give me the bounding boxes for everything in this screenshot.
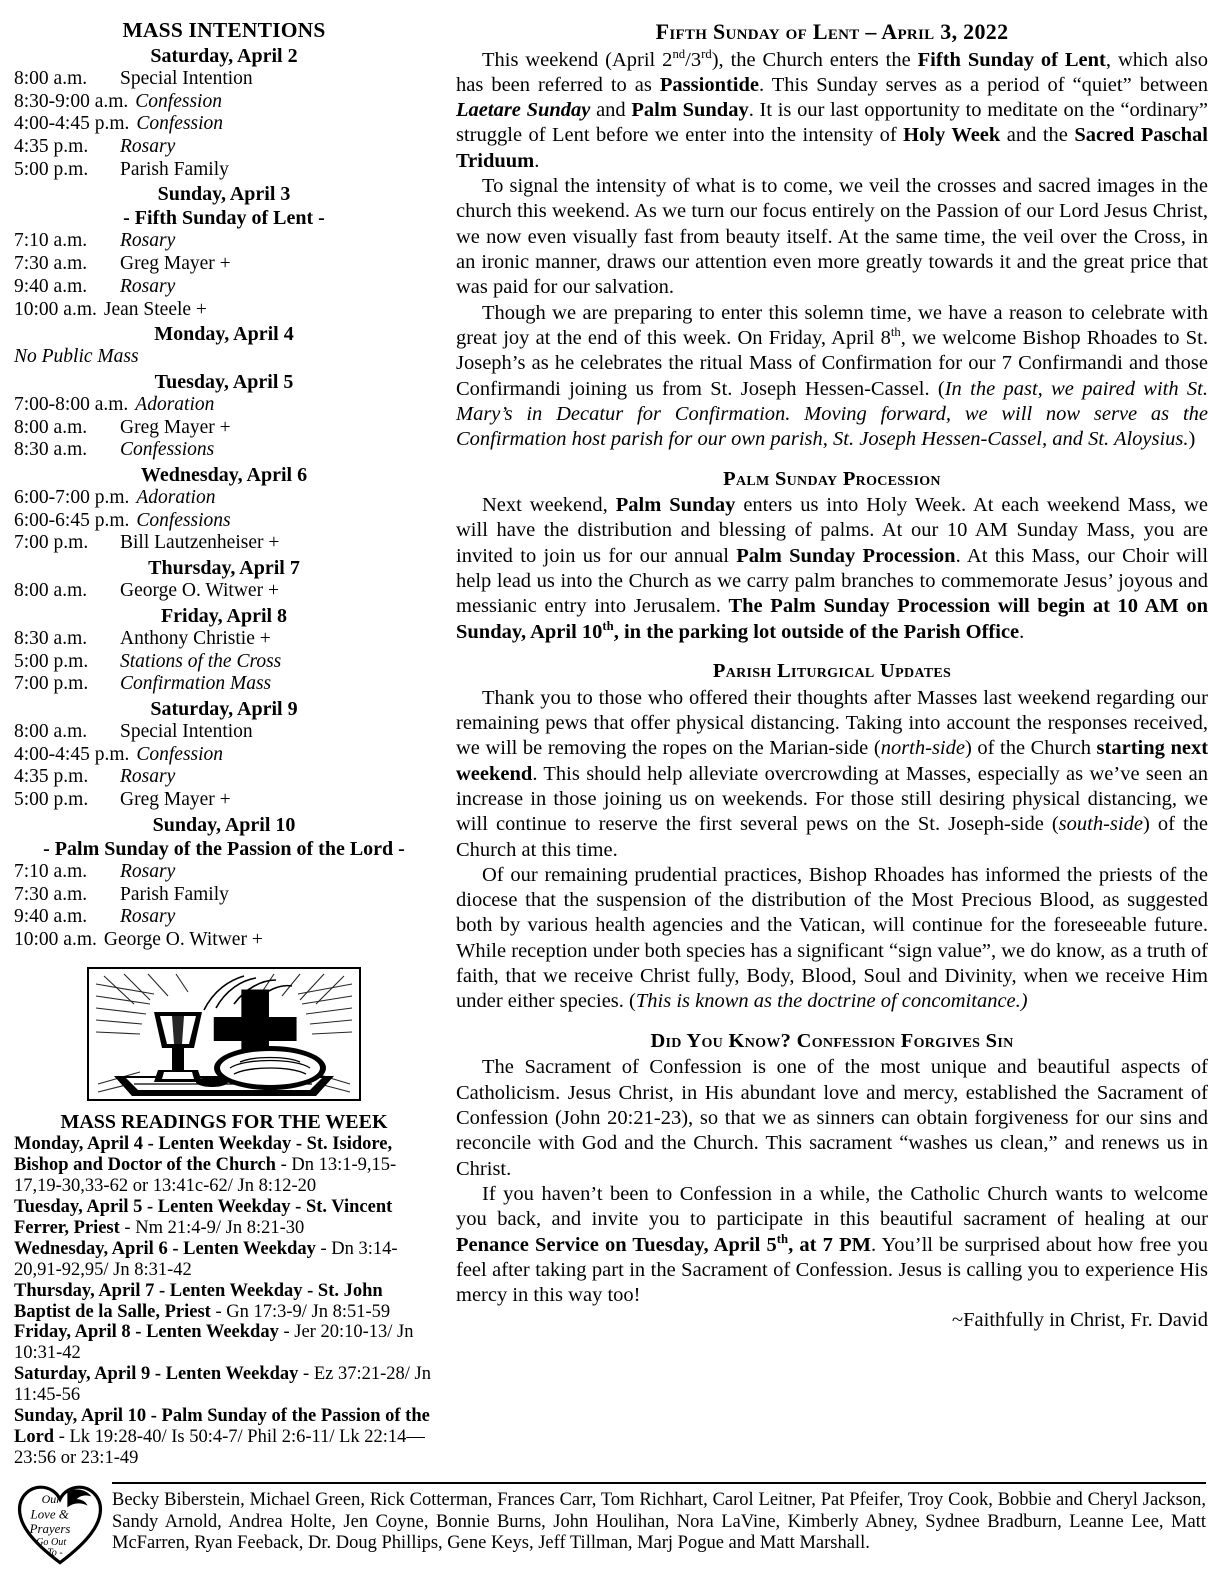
mass-schedule-row [14,253,434,276]
reading-citation: - Dn 13:1-9,15-17,19-30,33-62 or 13:41c-62/ Jn 8:12-20 [14,1154,397,1196]
article-paragraph: Of our remaining prudential practices, Bishop Rhoades has informed the priests of the diocese that the suspension of the distribution of the Most Precious Blood, as suggested both by various health agencies and the Vatican, will continue for the foreseeable future. While reception under both species has a significant “sign value”, we do know, as a truth of faith, that we receive Christ fully, Body, Blood, Soul and Divinity, when we receive Him under either species. (This is known as the doctrine of concomitance.) [456,863,1208,1013]
mass-schedule-row [14,929,434,952]
mass-time: 9:40 a.m. [14,906,88,928]
article-section-heading: Did You Know? Confession Forgives Sin [650,1029,1014,1052]
article-paragraph: The Sacrament of Confession is one of the most unique and beautiful aspects of Catholicism. Jesus Christ, in His abundant love and mercy, established the Sacrament of Confession (John 20:21-23), so that we as sinners can obtain forgiveness for our sins and reconcile with God and the Church. This sacrament “washes us clean,” and renews us in Christ. [456,1056,1208,1180]
mass-reading-item [14,1281,434,1323]
mass-schedule-row [14,651,434,674]
mass-schedule-row [14,766,434,789]
logo-line-2: Love & [30,1507,69,1522]
mass-time: 9:40 a.m. [14,275,88,297]
article-section-heading: Parish Liturgical Updates [712,660,952,683]
mass-reading-item [14,1406,434,1469]
mass-intention: Parish Family [120,883,229,905]
mass-day-heading: Sunday, April 3 [157,183,291,206]
mass-time: 7:10 a.m. [14,860,88,882]
prayer-names-text: Becky Biberstein, Michael Green, Rick Cotterman, Frances Carr, Tom Richhart, Carol Leitner, Pat Pfeifer, Troy Cook, Bobbie and Cheryl Jackson, Sandy Arnold, Andrea Holte, Jen Coyne, Bonnie Burns, John Houlihan, Nora LaVine, Kimberly Abney, Sydnee Bradburn, Leanne Lee, Matt McFarren, Ryan Feeback, Dr. Doug Phillips, Gene Keys, Jeff Tillman, Marj Pogue and Matt Marshall. [112,1490,1206,1554]
article-paragraph: To signal the intensity of what is to come, we veil the crosses and sacred images in the church this weekend. As we turn our focus entirely on the Passion of our Lord Jesus Christ, we now even visually fast from beauty itself. At the same time, the veil over the Cross, in an ironic manner, draws our attention even more greatly towards it and the great price that was paid for our salvation. [456,175,1208,299]
mass-intention: Stations of the Cross [120,650,282,672]
reading-day-label: Monday, April 4 - Lenten Weekday - St. Isidore, Bishop and Doctor of the Church [14,1133,393,1175]
right-column [434,18,1208,1334]
reading-day-label: Tuesday, April 5 - Lenten Weekday - St. Vincent Ferrer, Priest [14,1196,393,1238]
mass-day-heading: Friday, April 8 [160,604,288,627]
reading-day-label: Wednesday, April 6 - Lenten Weekday [14,1238,316,1259]
mass-intention: Confirmation Mass [120,673,272,695]
mass-time: 4:00-4:45 p.m. [14,113,130,135]
mass-time: 8:30 a.m. [14,439,88,461]
mass-schedule-row [14,861,434,884]
mass-time: 7:30 a.m. [14,253,88,275]
mass-day-heading: Sunday, April 10 [152,813,296,836]
mass-day-subtitle: - Fifth Sunday of Lent - [123,207,325,230]
mass-time: 8:00 a.m. [14,416,88,438]
mass-readings-heading: MASS READINGS FOR THE WEEK [60,1110,388,1133]
mass-day-heading: Wednesday, April 6 [140,464,308,487]
mass-schedule-row [14,394,434,417]
mass-schedule-row [14,113,434,136]
mass-reading-item [14,1364,434,1406]
mass-schedule-row [14,721,434,744]
reading-citation: - Ez 37:21-28/ Jn 11:45-56 [14,1364,431,1406]
mass-time: 8:30 a.m. [14,627,88,649]
mass-time: 4:00-4:45 p.m. [14,743,130,765]
article-signoff: ~Faithfully in Christ, Fr. David [952,1309,1208,1332]
chalice-cross-bread-illustration [84,964,364,1104]
reading-day-label: Thursday, April 7 - Lenten Weekday - St. John Baptist de la Salle, Priest [14,1280,383,1322]
mass-reading-item [14,1322,434,1364]
mass-schedule-row [14,532,434,555]
mass-schedule-row [14,744,434,767]
article-body [456,48,1208,1309]
reading-citation: - Jer 20:10-13/ Jn 10:31-42 [14,1322,414,1364]
mass-schedule-row [14,628,434,651]
prayer-list-footer [0,1472,1224,1584]
mass-time: 4:35 p.m. [14,136,89,158]
reading-citation: - Dn 3:14-20,91-92,95/ Jn 8:31-42 [14,1238,398,1280]
prayer-names-block [106,1472,1206,1555]
mass-intention: Greg Mayer + [120,789,231,811]
reading-day-label: Friday, April 8 - Lenten Weekday [14,1322,279,1343]
mass-time: 6:00-7:00 p.m. [14,487,130,509]
mass-schedule-row [14,580,434,603]
reading-citation: - Nm 21:4-9/ Jn 8:21-30 [119,1217,305,1238]
mass-schedule-row [14,510,434,533]
mass-intention: Rosary [120,860,176,882]
mass-time: 7:10 a.m. [14,230,88,252]
mass-intention: George O. Witwer + [120,580,279,602]
mass-intention: Parish Family [120,158,229,180]
mass-schedule-row [14,417,434,440]
reading-citation: - Gn 17:3-9/ Jn 8:51-59 [210,1301,391,1322]
mass-intentions-heading: MASS INTENTIONS [122,18,326,42]
mass-schedule-row [14,789,434,812]
mass-intention: Greg Mayer + [120,416,231,438]
mass-intention: Rosary [120,230,176,252]
mass-intention: Adoration [136,487,216,509]
article-paragraph: Thank you to those who offered their thoughts after Masses last weekend regarding our remaining pews that offer physical distancing. Taking into account the responses received, we will be removing the ropes on the Marian-side (north-side) of the Church starting next weekend. This should help alleviate overcrowding at Masses, especially as we’ve seen an increase in those joining us on weekends. For those still desiring physical distancing, we will continue to reserve the first several pews on the St. Joseph-side (south-side) of the Church at this time. [456,686,1209,861]
mass-intention: Special Intention [120,721,253,742]
article-paragraph: Though we are preparing to enter this solemn time, we have a reason to celebrate with great joy at the end of this week. On Friday, April 8th, we welcome Bishop Rhoades to St. Joseph’s as he celebrates the ritual Mass of Confirmation for our 7 Confirmandi and those Confirmandi joining us from St. Joseph Hessen-Cassel. (In the past, we paired with St. Mary’s in Decatur for Confirmation. Moving forward, we will now serve as the Confirmation host parish for our own parish, St. Joseph Hessen-Cassel, and St. Aloysius.) [456,301,1208,451]
article-title: Fifth Sunday of Lent – April 3, 2022 [655,19,1009,44]
mass-intention: Rosary [120,766,176,788]
no-public-mass-note: No Public Mass [14,346,139,368]
mass-time: 4:35 p.m. [14,766,89,788]
mass-schedule-row [14,159,434,182]
mass-schedule-row [14,884,434,907]
mass-intention: Jean Steele + [103,298,207,320]
mass-day-heading: Thursday, April 7 [148,557,300,580]
mass-intention: Rosary [120,275,176,297]
mass-intention: Rosary [120,906,176,928]
mass-reading-item [14,1239,434,1281]
mass-time: 5:00 p.m. [14,650,89,672]
footer-divider [112,1482,1206,1484]
mass-day-heading: Saturday, April 2 [150,44,298,67]
mass-schedule-row [14,487,434,510]
mass-intention: George O. Witwer + [103,928,263,950]
article-section-heading: Palm Sunday Procession [723,467,941,490]
logo-line-5: To - [47,1547,63,1559]
our-love-and-prayers-heart-icon [14,1478,106,1570]
mass-schedule-row [14,673,434,696]
mass-day-subtitle: - Palm Sunday of the Passion of the Lord - [43,837,405,860]
mass-time: 8:00 a.m. [14,67,88,89]
mass-time: 7:30 a.m. [14,883,88,905]
mass-intention: Anthony Christie + [120,627,271,649]
mass-time: 10:00 a.m. [14,928,97,950]
mass-time: 8:30-9:00 a.m. [14,90,129,112]
logo-line-4: Go Out [36,1537,67,1549]
eucharist-woodcut-figure [14,964,434,1104]
mass-intention: Greg Mayer + [120,253,231,275]
article-paragraph: If you haven’t been to Confession in a while, the Catholic Church wants to welcome you back, and invite you to participate in this beautiful sacrament of healing at our Penance Service on Tuesday, April 5th, at 7 PM. You’ll be surprised about how free you feel after taking part in the Sacrament of Confession. Jesus is calling you to experience His mercy in this way too! [456,1182,1209,1307]
mass-intention: Confessions [120,439,215,461]
article-paragraph: This weekend (April 2nd/3rd), the Church enters the Fifth Sunday of Lent, which also has been referred to as Passiontide. This Sunday serves as a period of “quiet” between Laetare Sunday and Palm Sunday. It is our last opportunity to meditate on the “ordinary” struggle of Lent before we enter into the intensity of Holy Week and the Sacred Paschal Triduum. [456,46,1209,172]
mass-reading-item [14,1134,434,1197]
left-column [14,18,434,1469]
mass-schedule-row [14,91,434,114]
mass-schedule-row [14,439,434,462]
mass-day-heading: Monday, April 4 [154,323,294,346]
mass-readings-list [14,1134,434,1470]
mass-intention: Confessions [136,509,231,531]
mass-intention: Confession [136,113,224,135]
mass-intention: Special Intention [120,67,253,89]
mass-day-heading: Tuesday, April 5 [154,370,294,393]
mass-time: 8:00 a.m. [14,580,88,602]
mass-time: 10:00 a.m. [14,298,97,320]
mass-time: 8:00 a.m. [14,721,88,742]
mass-reading-item [14,1197,434,1239]
reading-day-label: Saturday, April 9 - Lenten Weekday [14,1364,299,1385]
article-paragraph: Next weekend, Palm Sunday enters us into Holy Week. At each weekend Mass, we will have the distribution and blessing of palms. At our 10 AM Sunday Mass, you are invited to join us for our annual Palm Sunday Procession. At this Mass, our Choir will help lead us into the Church as we carry palm branches to commemorate Jesus’ joyous and messianic entry into Jerusalem. The Palm Sunday Procession will begin at 10 AM on Sunday, April 10th, in the parking lot outside of the Parish Office. [456,494,1209,643]
reading-citation: - Lk 19:28-40/ Is 50:4-7/ Phil 2:6-11/ Lk 22:14—23:56 or 23:1-49 [14,1427,425,1469]
mass-schedule-row [14,230,434,253]
logo-line-3: Prayers [29,1522,71,1537]
mass-intention: Adoration [135,393,215,415]
mass-time: 7:00-8:00 a.m. [14,393,129,415]
mass-schedule-row [14,136,434,159]
mass-schedule-row [14,906,434,929]
mass-schedule-row [14,68,434,91]
mass-intention: Confession [136,743,224,765]
logo-line-1: Our [41,1491,61,1506]
mass-schedule-row [14,276,434,299]
mass-schedule-row [14,299,434,322]
mass-time: 7:00 p.m. [14,532,89,554]
mass-intention: Rosary [120,136,176,158]
mass-day-heading: Saturday, April 9 [150,698,298,720]
reading-day-label: Sunday, April 10 - Palm Sunday of the Passion of the Lord [14,1406,430,1448]
mass-time: 5:00 p.m. [14,789,89,811]
mass-time: 6:00-6:45 p.m. [14,509,130,531]
mass-time: 7:00 p.m. [14,673,89,695]
mass-time: 5:00 p.m. [14,158,89,180]
mass-intentions-list [14,44,434,952]
mass-intention: Confession [135,90,222,112]
mass-intention: Bill Lautzenheiser + [120,532,280,554]
